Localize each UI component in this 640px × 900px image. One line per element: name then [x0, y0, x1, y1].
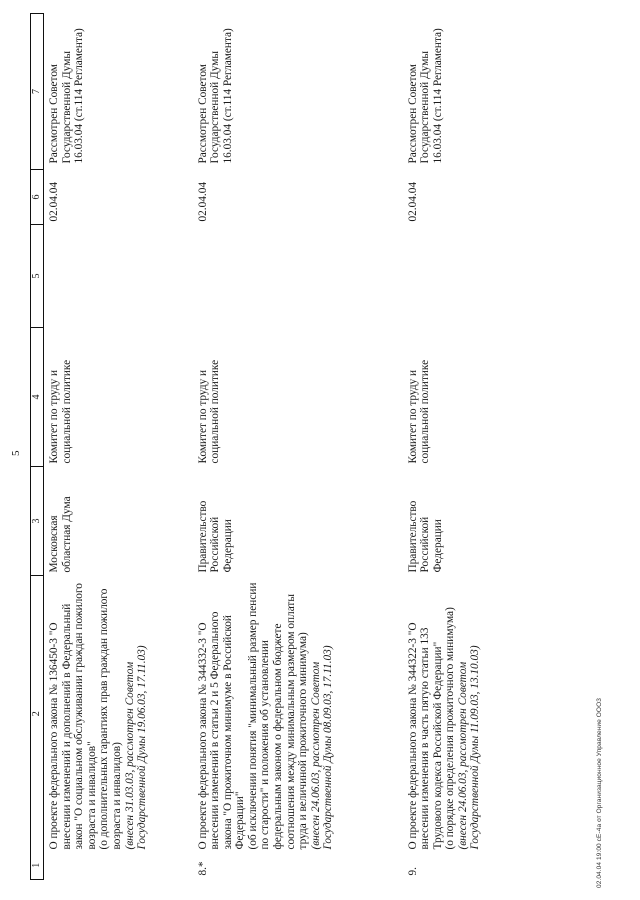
- initiator-cell: Московская областная Дума: [48, 496, 73, 573]
- bill-note: (о дополнительных гарантиях прав граждан пожилого возраста и инвалидов): [98, 588, 123, 850]
- row-number: [44, 852, 194, 880]
- bill-title: О проекте федерального закона № 344322-3 "О внесении изменения в часть пятую статьи 133 Трудового кодекса Российской Федерации": [406, 622, 444, 850]
- committee-cell: Комитет по труду и социальной политике: [196, 359, 222, 464]
- initiator-cell: Правительство Российской Федерации: [406, 500, 444, 573]
- bill-title: О проекте федерального закона № 344332-3 "О внесении изменений в статьи 2 и 5 Федерального закона "О прожиточном минимуме в Российской Федерации": [196, 611, 247, 850]
- bill-submitted: (внесен 24.06.03, рассмотрен Советом Государственной Думы 08.09.03, 17.11.03): [309, 645, 335, 850]
- column-header: 2: [31, 576, 44, 852]
- bill-cell: [44, 576, 194, 852]
- status-cell: Рассмотрен Советом Государственной Думы 16.03.04 (ст.114 Регламента): [48, 28, 86, 164]
- column-5-cell: [44, 225, 194, 328]
- column-header: 3: [31, 467, 44, 576]
- print-footer: 02.04.04 19:00 сЕ-4а от Организационное Управление ООО3: [596, 698, 603, 888]
- bills-table: [30, 13, 604, 880]
- initiator-cell: Правительство Российской Федерации: [196, 500, 234, 573]
- status-cell: Рассмотрен Советом Государственной Думы 16.03.04 (ст.114 Регламента): [406, 28, 444, 164]
- bill-note: (о порядке определения прожиточного минимума): [444, 607, 457, 850]
- committee-cell: Комитет по труду и социальной политике: [48, 359, 73, 464]
- page-number: 5: [10, 450, 22, 456]
- column-header: 7: [31, 14, 44, 170]
- column-header: 4: [31, 328, 44, 467]
- table-row: [404, 14, 605, 880]
- column-header: 1: [31, 852, 44, 880]
- bill-submitted: (внесен 24.06.03, рассмотрен Советом Государственной Думы 11.09.03, 13.10.03): [456, 645, 482, 850]
- table-header-row: [31, 14, 44, 880]
- bill-cell: [194, 576, 404, 852]
- date-cell: 02.04.04: [196, 181, 209, 222]
- table-row: [44, 14, 194, 880]
- column-header: 6: [31, 170, 44, 225]
- row-number: 9.: [406, 867, 419, 876]
- bill-note: (об исключении понятия "минимальный размер пенсии по старости" и положения об установлении федеральным законом о федеральном бюджете соотношения между минимальным размером оплаты труда и величиной прожиточного минимума): [246, 582, 310, 850]
- table-row: [194, 14, 404, 880]
- column-5-cell: [194, 225, 404, 328]
- row-number: 8.*: [196, 861, 209, 876]
- column-5-cell: [404, 225, 605, 328]
- column-header: 5: [31, 225, 44, 328]
- status-cell: Рассмотрен Советом Государственной Думы 16.03.04 (ст.114 Регламента): [196, 28, 234, 164]
- date-cell: 02.04.04: [406, 181, 419, 222]
- bill-submitted: (внесен 31.03.03, рассмотрен Советом Государственной Думы 19.06.03, 17.11.03): [123, 645, 149, 850]
- bill-title: О проекте федерального закона № 136450-3 "О внесении изменений и дополнений в Федеральный закон "О социальном обслуживании граждан пожилого возраста и инвалидов": [48, 583, 98, 850]
- committee-cell: Комитет по труду и социальной политике: [406, 359, 432, 464]
- bill-cell: [404, 576, 605, 852]
- date-cell: 02.04.04: [48, 181, 60, 222]
